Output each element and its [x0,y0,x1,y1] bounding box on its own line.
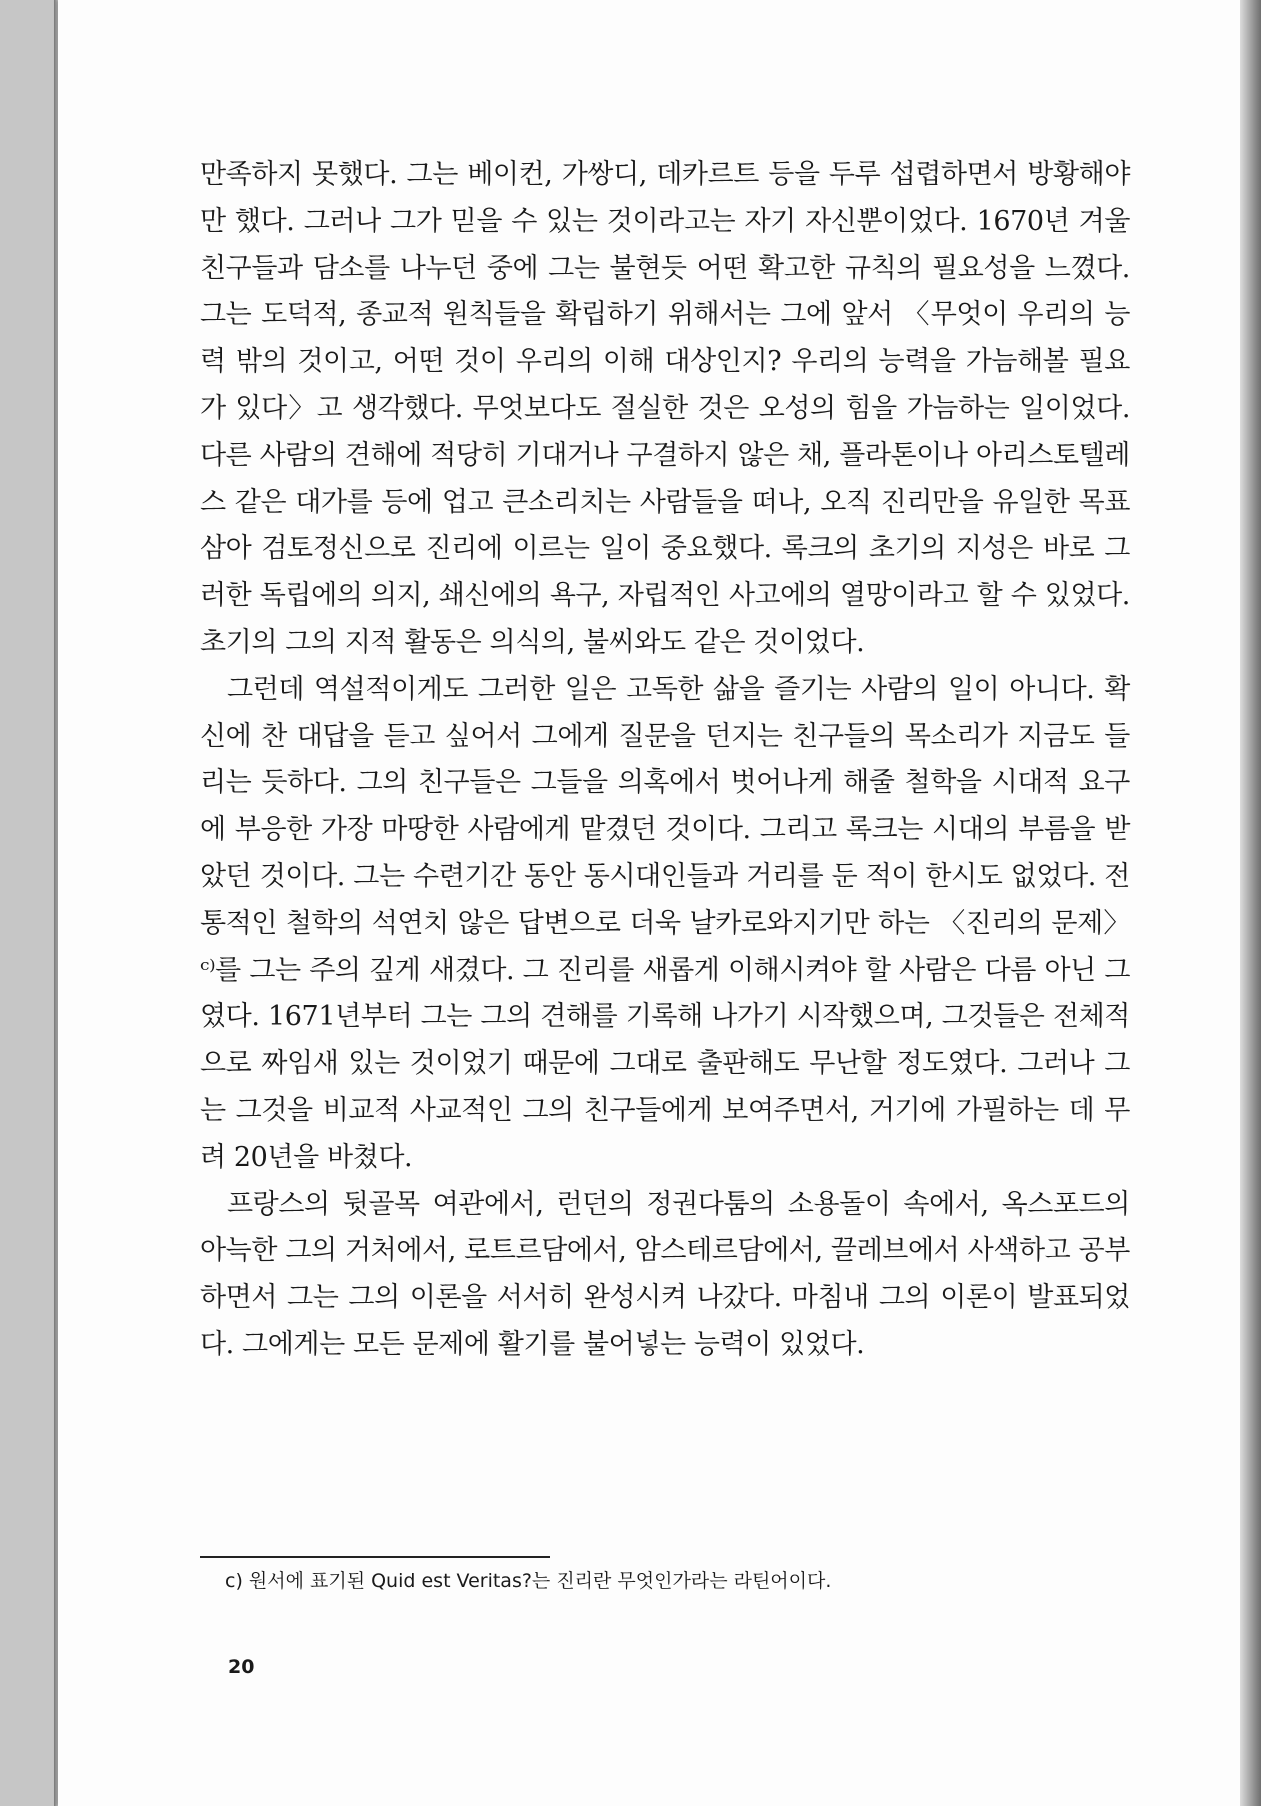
paragraph-3: 프랑스의 뒷골목 여관에서, 런던의 정권다툼의 소용돌이 속에서, 옥스포드의 아늑한 그의 거처에서, 로트르담에서, 암스테르담에서, 끌레브에서 사색하고 공부하면서 그는 그의 이론을 서서히 완성시켜 나갔다. 마침내 그의 이론이 발표되었다. 그에게는 모든 문제에 활기를 불어넣는 능력이 있었다. [200,1188,1130,1360]
page-number: 20 [228,1656,255,1678]
body-text [200,152,1130,1369]
page-curl-shadow [1240,0,1261,1806]
footnote-divider [200,1556,550,1558]
paragraph-1: 만족하지 못했다. 그는 베이컨, 가쌍디, 데카르트 등을 두루 섭렵하면서 방황해야만 했다. 그러나 그가 믿을 수 있는 것이라고는 자기 자신뿐이었다. 1670년 겨울 친구들과 담소를 나누던 중에 그는 불현듯 어떤 확고한 규칙의 필요성을 느꼈다. 그는 도덕적, 종교적 원칙들을 확립하기 위해서는 그에 앞서 〈무엇이 우리의 능력 밖의 것이고, 어떤 것이 우리의 이해 대상인지? 우리의 능력을 가늠해볼 필요가 있다〉고 생각했다. 무엇보다도 절실한 것은 오성의 힘을 가늠하는 일이었다. 다른 사람의 견해에 적당히 기대거나 구결하지 않은 채, 플라톤이나 아리스토텔레스 같은 대가를 등에 업고 큰소리치는 사람들을 떠나, 오직 진리만을 유일한 목표삼아 검토정신으로 진리에 이르는 일이 중요했다. 록크의 초기의 지성은 바로 그러한 독립에의 의지, 쇄신에의 욕구, 자립적인 사고에의 열망이라고 할 수 있었다. 초기의 그의 지적 활동은 의식의, 불씨와도 같은 것이었다. [200,159,1130,658]
paragraph-2: 그런데 역설적이게도 그러한 일은 고독한 삶을 즐기는 사람의 일이 아니다. 확신에 찬 대답을 듣고 싶어서 그에게 질문을 던지는 친구들의 목소리가 지금도 들리는 듯하다. 그의 친구들은 그들을 의혹에서 벗어나게 해줄 철학을 시대적 요구에 부응한 가장 마땅한 사람에게 맡겼던 것이다. 그리고 록크는 시대의 부름을 받았던 것이다. 그는 수련기간 동안 동시대인들과 거리를 둔 적이 한시도 없었다. 전통적인 철학의 석연치 않은 답변으로 더욱 날카로와지기만 하는 〈진리의 문제〉ᶜ⁾를 그는 주의 깊게 새겼다. 그 진리를 새롭게 이해시켜야 할 사람은 다름 아닌 그였다. 1671년부터 그는 그의 견해를 기록해 나가기 시작했으며, 그것들은 전체적으로 짜임새 있는 것이었기 때문에 그대로 출판해도 무난할 정도였다. 그러나 그는 그것을 비교적 사교적인 그의 친구들에게 보여주면서, 거기에 가필하는 데 무려 20년을 바쳤다. [200,673,1130,1173]
footnote: c) 원서에 표기된 Quid est Veritas?는 진리란 무엇인가라는 라틴어이다. [225,1570,832,1592]
